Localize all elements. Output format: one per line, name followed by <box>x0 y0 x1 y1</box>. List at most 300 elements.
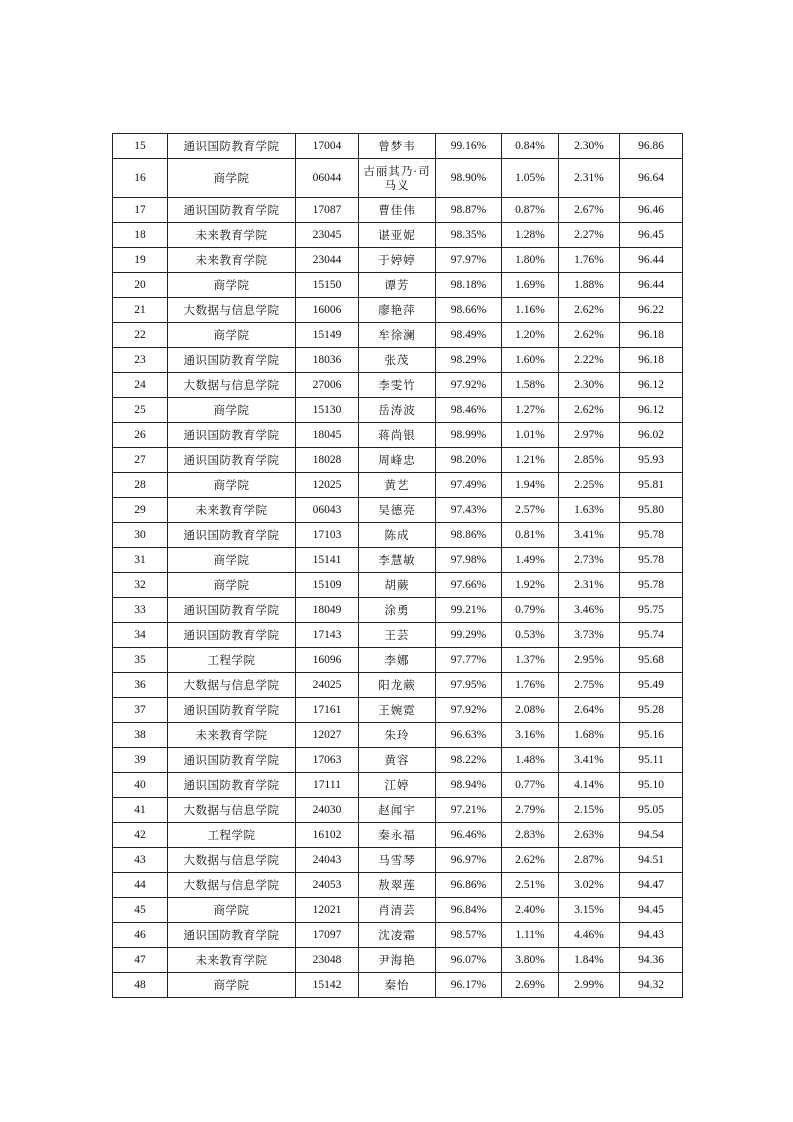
table-row <box>113 898 683 923</box>
rate-1-cell: 97.92% <box>436 373 502 398</box>
table-row <box>113 923 683 948</box>
staff-id-cell: 06044 <box>296 159 359 198</box>
name-cell: 牟徐澜 <box>359 323 436 348</box>
name-cell: 沈凌霜 <box>359 923 436 948</box>
college-cell: 商学院 <box>168 323 296 348</box>
score-cell: 95.68 <box>620 648 683 673</box>
score-cell: 95.10 <box>620 773 683 798</box>
staff-id-cell: 24053 <box>296 873 359 898</box>
rate-2-cell: 1.49% <box>502 548 559 573</box>
name-cell: 肖清芸 <box>359 898 436 923</box>
rank-cell: 39 <box>113 748 168 773</box>
score-cell: 94.45 <box>620 898 683 923</box>
staff-id-cell: 15141 <box>296 548 359 573</box>
name-cell: 朱玲 <box>359 723 436 748</box>
rate-2-cell: 1.16% <box>502 298 559 323</box>
rate-3-cell: 2.30% <box>559 134 620 159</box>
staff-id-cell: 17143 <box>296 623 359 648</box>
college-cell: 通识国防教育学院 <box>168 198 296 223</box>
staff-id-cell: 15130 <box>296 398 359 423</box>
rate-2-cell: 2.62% <box>502 848 559 873</box>
name-cell: 胡蕨 <box>359 573 436 598</box>
rank-cell: 45 <box>113 898 168 923</box>
staff-id-cell: 18036 <box>296 348 359 373</box>
rate-3-cell: 1.88% <box>559 273 620 298</box>
score-cell: 96.44 <box>620 248 683 273</box>
score-cell: 96.86 <box>620 134 683 159</box>
rate-2-cell: 0.79% <box>502 598 559 623</box>
name-cell: 赵闻宇 <box>359 798 436 823</box>
college-cell: 工程学院 <box>168 648 296 673</box>
rate-2-cell: 0.77% <box>502 773 559 798</box>
score-cell: 96.12 <box>620 373 683 398</box>
rate-3-cell: 2.63% <box>559 823 620 848</box>
rate-3-cell: 2.97% <box>559 423 620 448</box>
rate-1-cell: 97.98% <box>436 548 502 573</box>
score-cell: 96.12 <box>620 398 683 423</box>
table-row <box>113 373 683 398</box>
rank-cell: 43 <box>113 848 168 873</box>
college-cell: 通识国防教育学院 <box>168 448 296 473</box>
score-cell: 95.78 <box>620 548 683 573</box>
college-cell: 通识国防教育学院 <box>168 134 296 159</box>
rate-2-cell: 1.76% <box>502 673 559 698</box>
table-row <box>113 348 683 373</box>
rank-cell: 20 <box>113 273 168 298</box>
name-cell: 秦永福 <box>359 823 436 848</box>
rate-1-cell: 96.17% <box>436 973 502 998</box>
college-cell: 未来教育学院 <box>168 723 296 748</box>
rate-2-cell: 3.80% <box>502 948 559 973</box>
college-cell: 商学院 <box>168 473 296 498</box>
rate-2-cell: 1.60% <box>502 348 559 373</box>
staff-id-cell: 12027 <box>296 723 359 748</box>
score-cell: 96.18 <box>620 348 683 373</box>
name-cell: 于婷婷 <box>359 248 436 273</box>
name-cell: 蒋尚银 <box>359 423 436 448</box>
rate-2-cell: 1.28% <box>502 223 559 248</box>
rank-cell: 23 <box>113 348 168 373</box>
rate-1-cell: 98.99% <box>436 423 502 448</box>
rate-2-cell: 1.05% <box>502 159 559 198</box>
rate-1-cell: 96.97% <box>436 848 502 873</box>
table-row <box>113 798 683 823</box>
table-row <box>113 873 683 898</box>
name-cell: 李慧敏 <box>359 548 436 573</box>
staff-id-cell: 18045 <box>296 423 359 448</box>
score-cell: 95.05 <box>620 798 683 823</box>
score-cell: 94.36 <box>620 948 683 973</box>
table-row <box>113 823 683 848</box>
score-cell: 96.64 <box>620 159 683 198</box>
staff-id-cell: 06043 <box>296 498 359 523</box>
college-cell: 商学院 <box>168 398 296 423</box>
staff-id-cell: 17063 <box>296 748 359 773</box>
score-cell: 96.45 <box>620 223 683 248</box>
score-cell: 95.74 <box>620 623 683 648</box>
staff-id-cell: 17161 <box>296 698 359 723</box>
table-row <box>113 248 683 273</box>
rate-1-cell: 99.16% <box>436 134 502 159</box>
name-cell: 李雯竹 <box>359 373 436 398</box>
rate-3-cell: 2.95% <box>559 648 620 673</box>
name-cell: 黄艺 <box>359 473 436 498</box>
rate-3-cell: 3.46% <box>559 598 620 623</box>
rate-1-cell: 98.66% <box>436 298 502 323</box>
rank-cell: 35 <box>113 648 168 673</box>
rate-2-cell: 2.40% <box>502 898 559 923</box>
rate-1-cell: 96.63% <box>436 723 502 748</box>
rate-2-cell: 2.51% <box>502 873 559 898</box>
college-cell: 通识国防教育学院 <box>168 623 296 648</box>
rate-1-cell: 98.35% <box>436 223 502 248</box>
rate-3-cell: 1.84% <box>559 948 620 973</box>
staff-id-cell: 17097 <box>296 923 359 948</box>
table-row <box>113 948 683 973</box>
rate-3-cell: 1.76% <box>559 248 620 273</box>
rate-1-cell: 99.21% <box>436 598 502 623</box>
rank-cell: 28 <box>113 473 168 498</box>
rate-1-cell: 96.84% <box>436 898 502 923</box>
rank-cell: 33 <box>113 598 168 623</box>
college-cell: 大数据与信息学院 <box>168 798 296 823</box>
rate-3-cell: 2.22% <box>559 348 620 373</box>
staff-id-cell: 16006 <box>296 298 359 323</box>
rank-cell: 17 <box>113 198 168 223</box>
score-cell: 94.51 <box>620 848 683 873</box>
rate-1-cell: 98.86% <box>436 523 502 548</box>
name-cell: 江婷 <box>359 773 436 798</box>
score-cell: 96.44 <box>620 273 683 298</box>
rate-3-cell: 2.85% <box>559 448 620 473</box>
rank-cell: 24 <box>113 373 168 398</box>
rate-2-cell: 1.21% <box>502 448 559 473</box>
score-cell: 95.75 <box>620 598 683 623</box>
rate-3-cell: 2.75% <box>559 673 620 698</box>
staff-id-cell: 27006 <box>296 373 359 398</box>
staff-id-cell: 15142 <box>296 973 359 998</box>
name-cell: 马雪琴 <box>359 848 436 873</box>
rank-cell: 21 <box>113 298 168 323</box>
rate-2-cell: 0.53% <box>502 623 559 648</box>
table-row <box>113 159 683 198</box>
name-cell: 王芸 <box>359 623 436 648</box>
rate-3-cell: 3.41% <box>559 748 620 773</box>
rate-1-cell: 99.29% <box>436 623 502 648</box>
rate-3-cell: 4.46% <box>559 923 620 948</box>
rate-1-cell: 98.57% <box>436 923 502 948</box>
rate-3-cell: 2.31% <box>559 159 620 198</box>
rate-3-cell: 2.62% <box>559 298 620 323</box>
rate-2-cell: 2.57% <box>502 498 559 523</box>
rank-cell: 25 <box>113 398 168 423</box>
table-row <box>113 573 683 598</box>
rate-3-cell: 2.15% <box>559 798 620 823</box>
score-cell: 95.11 <box>620 748 683 773</box>
college-cell: 商学院 <box>168 273 296 298</box>
college-cell: 通识国防教育学院 <box>168 348 296 373</box>
table-row <box>113 498 683 523</box>
table-row <box>113 448 683 473</box>
staff-id-cell: 15109 <box>296 573 359 598</box>
score-cell: 94.32 <box>620 973 683 998</box>
rate-3-cell: 2.73% <box>559 548 620 573</box>
table-row <box>113 848 683 873</box>
table-row <box>113 773 683 798</box>
rate-2-cell: 1.48% <box>502 748 559 773</box>
rate-1-cell: 97.43% <box>436 498 502 523</box>
score-cell: 95.49 <box>620 673 683 698</box>
staff-id-cell: 17087 <box>296 198 359 223</box>
rate-3-cell: 2.31% <box>559 573 620 598</box>
table-row <box>113 973 683 998</box>
college-cell: 工程学院 <box>168 823 296 848</box>
score-cell: 95.78 <box>620 573 683 598</box>
name-cell: 谌亚妮 <box>359 223 436 248</box>
staff-id-cell: 17111 <box>296 773 359 798</box>
rank-cell: 31 <box>113 548 168 573</box>
staff-id-cell: 15150 <box>296 273 359 298</box>
rate-3-cell: 2.67% <box>559 198 620 223</box>
rate-1-cell: 98.18% <box>436 273 502 298</box>
name-cell: 陈成 <box>359 523 436 548</box>
rank-cell: 36 <box>113 673 168 698</box>
rate-3-cell: 2.62% <box>559 398 620 423</box>
college-cell: 通识国防教育学院 <box>168 523 296 548</box>
rate-1-cell: 97.95% <box>436 673 502 698</box>
rate-3-cell: 2.64% <box>559 698 620 723</box>
rank-cell: 46 <box>113 923 168 948</box>
rate-2-cell: 1.20% <box>502 323 559 348</box>
staff-id-cell: 16096 <box>296 648 359 673</box>
name-cell: 曹佳伟 <box>359 198 436 223</box>
name-cell: 岳涛波 <box>359 398 436 423</box>
score-cell: 95.78 <box>620 523 683 548</box>
rank-cell: 22 <box>113 323 168 348</box>
rate-1-cell: 97.77% <box>436 648 502 673</box>
college-cell: 商学院 <box>168 898 296 923</box>
name-cell: 尹海艳 <box>359 948 436 973</box>
rank-cell: 41 <box>113 798 168 823</box>
rank-cell: 29 <box>113 498 168 523</box>
name-cell: 涂勇 <box>359 598 436 623</box>
name-cell: 张茂 <box>359 348 436 373</box>
rate-2-cell: 1.69% <box>502 273 559 298</box>
rate-1-cell: 97.97% <box>436 248 502 273</box>
rank-cell: 37 <box>113 698 168 723</box>
rate-2-cell: 0.81% <box>502 523 559 548</box>
college-cell: 未来教育学院 <box>168 948 296 973</box>
rate-2-cell: 1.92% <box>502 573 559 598</box>
score-cell: 94.47 <box>620 873 683 898</box>
score-cell: 96.18 <box>620 323 683 348</box>
rate-1-cell: 98.29% <box>436 348 502 373</box>
college-cell: 商学院 <box>168 573 296 598</box>
table-row <box>113 134 683 159</box>
staff-id-cell: 17004 <box>296 134 359 159</box>
rate-1-cell: 98.46% <box>436 398 502 423</box>
rate-2-cell: 1.80% <box>502 248 559 273</box>
score-cell: 95.93 <box>620 448 683 473</box>
rate-2-cell: 2.08% <box>502 698 559 723</box>
rate-1-cell: 97.21% <box>436 798 502 823</box>
rate-3-cell: 3.73% <box>559 623 620 648</box>
staff-id-cell: 12025 <box>296 473 359 498</box>
college-cell: 商学院 <box>168 159 296 198</box>
rate-3-cell: 2.99% <box>559 973 620 998</box>
name-cell: 阳龙蕨 <box>359 673 436 698</box>
rank-cell: 40 <box>113 773 168 798</box>
rate-2-cell: 2.83% <box>502 823 559 848</box>
staff-id-cell: 17103 <box>296 523 359 548</box>
name-cell: 曾梦韦 <box>359 134 436 159</box>
rate-3-cell: 3.41% <box>559 523 620 548</box>
table-row <box>113 623 683 648</box>
rate-2-cell: 3.16% <box>502 723 559 748</box>
rate-2-cell: 2.79% <box>502 798 559 823</box>
rank-cell: 27 <box>113 448 168 473</box>
score-cell: 94.43 <box>620 923 683 948</box>
rate-1-cell: 96.86% <box>436 873 502 898</box>
rate-1-cell: 97.66% <box>436 573 502 598</box>
staff-id-cell: 24025 <box>296 673 359 698</box>
college-cell: 未来教育学院 <box>168 498 296 523</box>
rate-3-cell: 3.02% <box>559 873 620 898</box>
college-cell: 大数据与信息学院 <box>168 873 296 898</box>
score-cell: 95.28 <box>620 698 683 723</box>
staff-id-cell: 23044 <box>296 248 359 273</box>
rate-1-cell: 98.20% <box>436 448 502 473</box>
rate-2-cell: 1.58% <box>502 373 559 398</box>
table-row <box>113 523 683 548</box>
college-cell: 未来教育学院 <box>168 223 296 248</box>
rate-2-cell: 1.37% <box>502 648 559 673</box>
college-cell: 未来教育学院 <box>168 248 296 273</box>
name-cell: 古丽其乃·司马义 <box>359 159 436 198</box>
rate-2-cell: 1.94% <box>502 473 559 498</box>
rate-2-cell: 0.84% <box>502 134 559 159</box>
rate-3-cell: 2.87% <box>559 848 620 873</box>
name-cell: 周峰忠 <box>359 448 436 473</box>
name-cell: 廖艳萍 <box>359 298 436 323</box>
rate-2-cell: 2.69% <box>502 973 559 998</box>
rate-1-cell: 96.46% <box>436 823 502 848</box>
rank-cell: 38 <box>113 723 168 748</box>
staff-id-cell: 23048 <box>296 948 359 973</box>
rank-cell: 16 <box>113 159 168 198</box>
name-cell: 敖翠莲 <box>359 873 436 898</box>
table-row <box>113 473 683 498</box>
name-cell: 吴德亮 <box>359 498 436 523</box>
rate-3-cell: 2.27% <box>559 223 620 248</box>
college-cell: 商学院 <box>168 973 296 998</box>
rate-3-cell: 1.68% <box>559 723 620 748</box>
table-row <box>113 598 683 623</box>
score-cell: 96.22 <box>620 298 683 323</box>
rate-3-cell: 2.25% <box>559 473 620 498</box>
staff-id-cell: 23045 <box>296 223 359 248</box>
score-cell: 96.46 <box>620 198 683 223</box>
rate-1-cell: 98.87% <box>436 198 502 223</box>
score-cell: 95.81 <box>620 473 683 498</box>
college-cell: 通识国防教育学院 <box>168 923 296 948</box>
staff-id-cell: 24043 <box>296 848 359 873</box>
staff-id-cell: 18028 <box>296 448 359 473</box>
rate-1-cell: 97.92% <box>436 698 502 723</box>
rank-cell: 32 <box>113 573 168 598</box>
rate-2-cell: 1.27% <box>502 398 559 423</box>
college-cell: 通识国防教育学院 <box>168 598 296 623</box>
table-row <box>113 673 683 698</box>
staff-id-cell: 16102 <box>296 823 359 848</box>
rate-3-cell: 3.15% <box>559 898 620 923</box>
table-row <box>113 323 683 348</box>
name-cell: 谭芳 <box>359 273 436 298</box>
staff-id-cell: 12021 <box>296 898 359 923</box>
staff-id-cell: 18049 <box>296 598 359 623</box>
score-cell: 94.54 <box>620 823 683 848</box>
table-row <box>113 423 683 448</box>
table-row <box>113 748 683 773</box>
college-cell: 通识国防教育学院 <box>168 748 296 773</box>
rate-1-cell: 98.22% <box>436 748 502 773</box>
rate-1-cell: 98.94% <box>436 773 502 798</box>
rank-cell: 48 <box>113 973 168 998</box>
rate-1-cell: 98.90% <box>436 159 502 198</box>
rate-1-cell: 97.49% <box>436 473 502 498</box>
rank-cell: 42 <box>113 823 168 848</box>
table-row <box>113 648 683 673</box>
score-cell: 96.02 <box>620 423 683 448</box>
rank-cell: 19 <box>113 248 168 273</box>
rate-3-cell: 1.63% <box>559 498 620 523</box>
table-row <box>113 548 683 573</box>
rank-cell: 15 <box>113 134 168 159</box>
rank-cell: 26 <box>113 423 168 448</box>
rank-cell: 34 <box>113 623 168 648</box>
rate-1-cell: 96.07% <box>436 948 502 973</box>
rank-cell: 30 <box>113 523 168 548</box>
table-row <box>113 723 683 748</box>
college-cell: 大数据与信息学院 <box>168 373 296 398</box>
score-cell: 95.80 <box>620 498 683 523</box>
name-cell: 黄容 <box>359 748 436 773</box>
rate-2-cell: 1.11% <box>502 923 559 948</box>
table-row <box>113 223 683 248</box>
rate-2-cell: 1.01% <box>502 423 559 448</box>
rank-cell: 47 <box>113 948 168 973</box>
college-cell: 通识国防教育学院 <box>168 698 296 723</box>
rank-cell: 18 <box>113 223 168 248</box>
table-row <box>113 198 683 223</box>
rank-cell: 44 <box>113 873 168 898</box>
name-cell: 王婉霓 <box>359 698 436 723</box>
table-body <box>113 134 683 998</box>
rate-3-cell: 4.14% <box>559 773 620 798</box>
table-row <box>113 298 683 323</box>
college-cell: 大数据与信息学院 <box>168 673 296 698</box>
staff-id-cell: 24030 <box>296 798 359 823</box>
college-cell: 大数据与信息学院 <box>168 298 296 323</box>
table-row <box>113 273 683 298</box>
name-cell: 秦怡 <box>359 973 436 998</box>
rate-3-cell: 2.62% <box>559 323 620 348</box>
rate-3-cell: 2.30% <box>559 373 620 398</box>
score-cell: 95.16 <box>620 723 683 748</box>
rate-1-cell: 98.49% <box>436 323 502 348</box>
name-cell: 李娜 <box>359 648 436 673</box>
rate-2-cell: 0.87% <box>502 198 559 223</box>
